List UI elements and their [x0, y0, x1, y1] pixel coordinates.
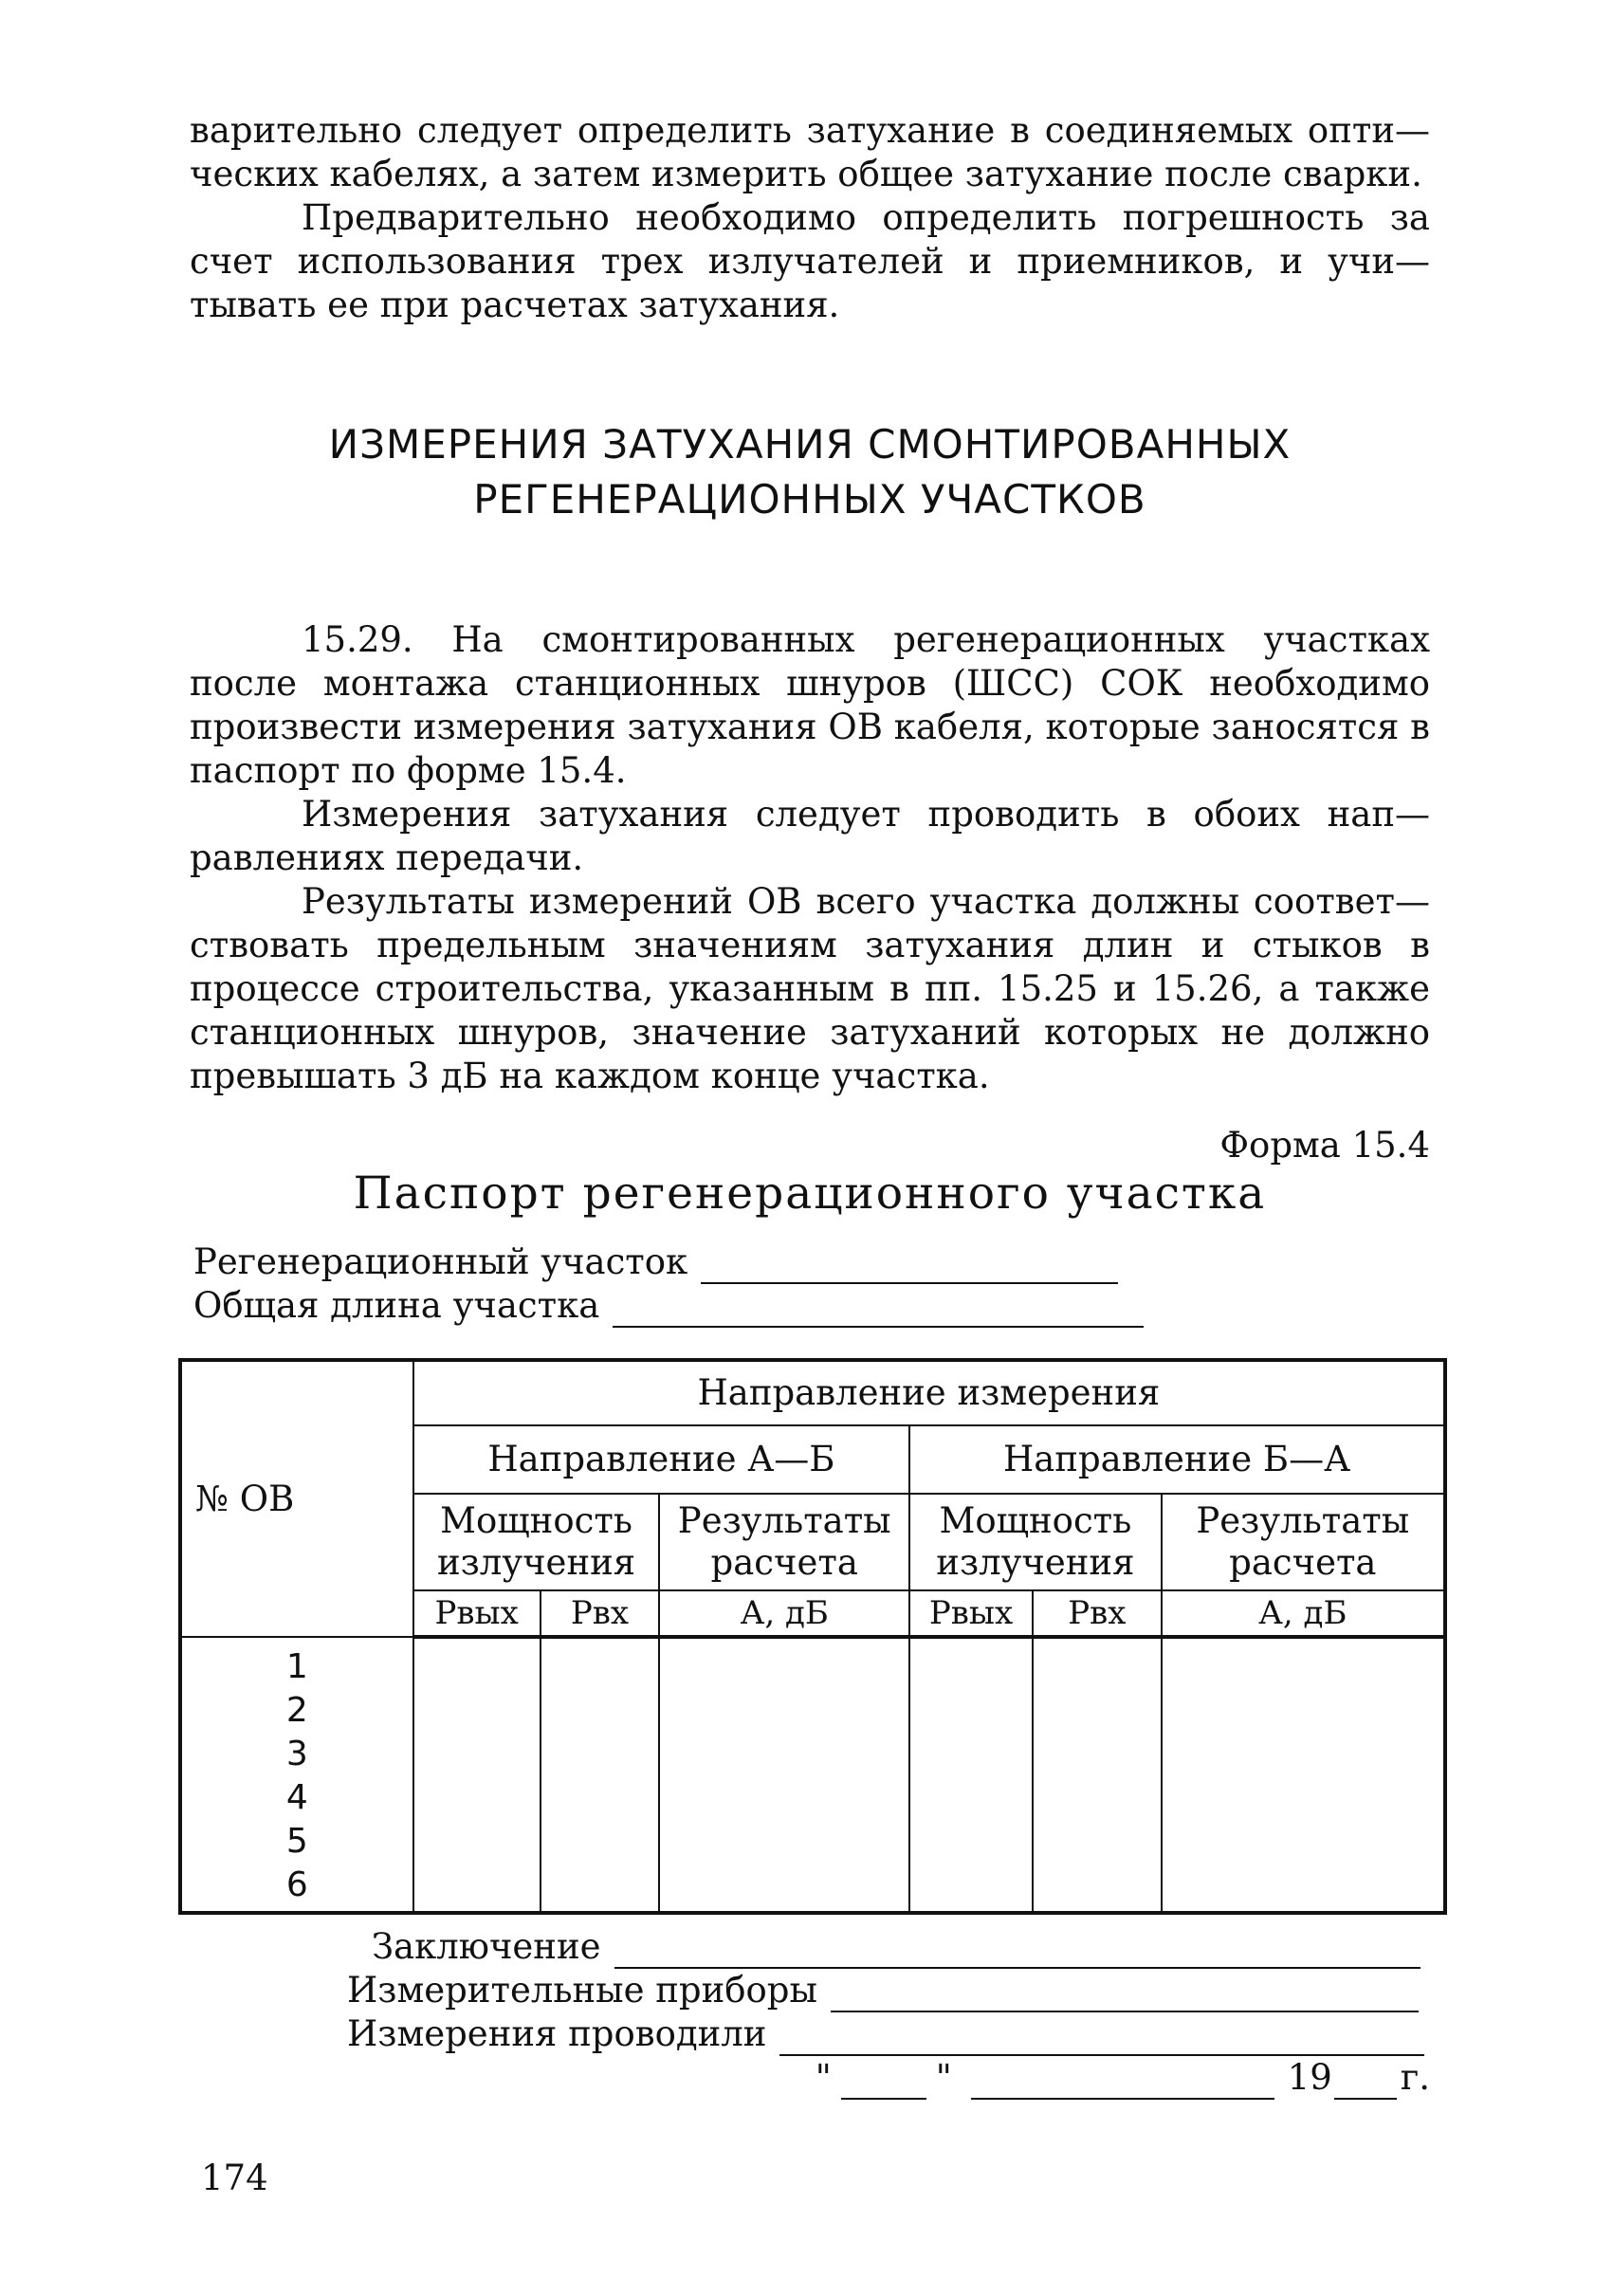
body-paragraph-1: варительно следует определить затухание в соединяемых опти— ческих кабелях, а затем измерить общее затухание после сварки.: [190, 110, 1430, 194]
section-heading-line-2: РЕГЕНЕРАЦИОННЫХ УЧАСТКОВ: [473, 476, 1146, 523]
row-number: 5: [285, 1822, 308, 1861]
field-section-label: Регенерационный участок: [193, 1241, 688, 1282]
page-number: 174: [201, 2158, 268, 2198]
header-direction-ab: Направление А—Б: [413, 1425, 909, 1494]
footer-conclusion-label: Заключение: [372, 1926, 601, 1967]
header-p-in-ab: Рвх: [541, 1590, 660, 1637]
row-number: 1: [285, 1647, 308, 1686]
row-number: 6: [285, 1865, 308, 1904]
footer-instruments-label: Измерительные приборы: [347, 1970, 817, 2011]
footer-performed-label: Измерения проводили: [347, 2013, 767, 2054]
row-numbers-cell: [180, 1637, 413, 1913]
header-p-in-ba: Рвх: [1033, 1590, 1162, 1637]
passport-table: [178, 1358, 1447, 1915]
date-year-prefix: 19: [1287, 2057, 1332, 2098]
header-results-ba: Результаты расчета: [1162, 1494, 1445, 1590]
cell-p-out-ab[interactable]: [413, 1637, 541, 1913]
footer-instruments-row: [347, 1969, 1419, 2012]
row-number: 2: [285, 1691, 308, 1730]
footer-instruments-blank[interactable]: [831, 1978, 1419, 2012]
footer-conclusion-blank[interactable]: [614, 1935, 1421, 1969]
footer-conclusion-row: [372, 1925, 1421, 1969]
field-length-row: [193, 1284, 1144, 1328]
cell-a-db-ab[interactable]: [659, 1637, 909, 1913]
form-title: Паспорт регенерационного участка: [353, 1167, 1267, 1220]
section-paragraph-3: Результаты измерений ОВ всего участка должны соответ— ствовать предельным значениям затухания длин и стыков в процессе строительства, указанным в пп. 15.25 и 15.26, а также станционных шнуров, значение затуханий которых не должно превышать 3 дБ на каждом конце участка.: [190, 881, 1430, 1096]
header-a-db-ab: А, дБ: [659, 1590, 909, 1637]
header-direction-ba: Направление Б—А: [909, 1425, 1445, 1494]
header-direction: Направление измерения: [413, 1360, 1445, 1425]
footer-performed-blank[interactable]: [779, 2022, 1424, 2056]
section-heading: [190, 417, 1430, 527]
body-paragraph-2: Предварительно необходимо определить погрешность за счет использования трех излучателей и приемников, и учи— тывать ее при расчетах затухания.: [190, 197, 1430, 325]
header-p-out-ab: Рвых: [413, 1590, 541, 1637]
column-header-ov: № ОВ: [180, 1360, 413, 1637]
cell-a-db-ba[interactable]: [1162, 1637, 1445, 1913]
row-number: 3: [285, 1735, 308, 1773]
date-quote-open: ": [815, 2057, 832, 2098]
field-length-blank[interactable]: [613, 1294, 1144, 1328]
field-section-row: [193, 1240, 1118, 1284]
date-quote-close: ": [935, 2057, 952, 2098]
date-year-suffix: г.: [1400, 2057, 1430, 2098]
section-heading-line-1: ИЗМЕРЕНИЯ ЗАТУХАНИЯ СМОНТИРОВАННЫХ: [328, 421, 1292, 468]
header-p-out-ba: Рвых: [909, 1590, 1033, 1637]
header-power-ba: Мощность излучения: [909, 1494, 1162, 1590]
date-month-blank[interactable]: [971, 2066, 1274, 2100]
date-year-blank[interactable]: [1334, 2066, 1397, 2100]
cell-p-in-ba[interactable]: [1033, 1637, 1162, 1913]
cell-p-out-ba[interactable]: [909, 1637, 1033, 1913]
field-length-label: Общая длина участка: [193, 1285, 600, 1326]
header-results-ab: Результаты расчета: [659, 1494, 909, 1590]
section-paragraph-2: Измерения затухания следует проводить в обоих нап— равлениях передачи.: [190, 794, 1430, 878]
footer-date-row: [816, 2056, 1430, 2100]
header-a-db-ba: А, дБ: [1162, 1590, 1445, 1637]
footer-performed-row: [347, 2012, 1424, 2056]
section-paragraph-1: 15.29. На смонтированных регенерационных участках после монтажа станционных шнуров (ШСС) СОК необходимо произвести измерения затухания ОВ кабеля, которые заносятся в паспорт по форме 15.4.: [190, 619, 1430, 791]
field-section-blank[interactable]: [701, 1250, 1118, 1284]
row-number: 4: [285, 1778, 308, 1817]
date-day-blank[interactable]: [841, 2066, 926, 2100]
header-power-ab: Мощность излучения: [413, 1494, 660, 1590]
form-number-label: Форма 15.4: [1219, 1125, 1430, 1166]
cell-p-in-ab[interactable]: [541, 1637, 660, 1913]
